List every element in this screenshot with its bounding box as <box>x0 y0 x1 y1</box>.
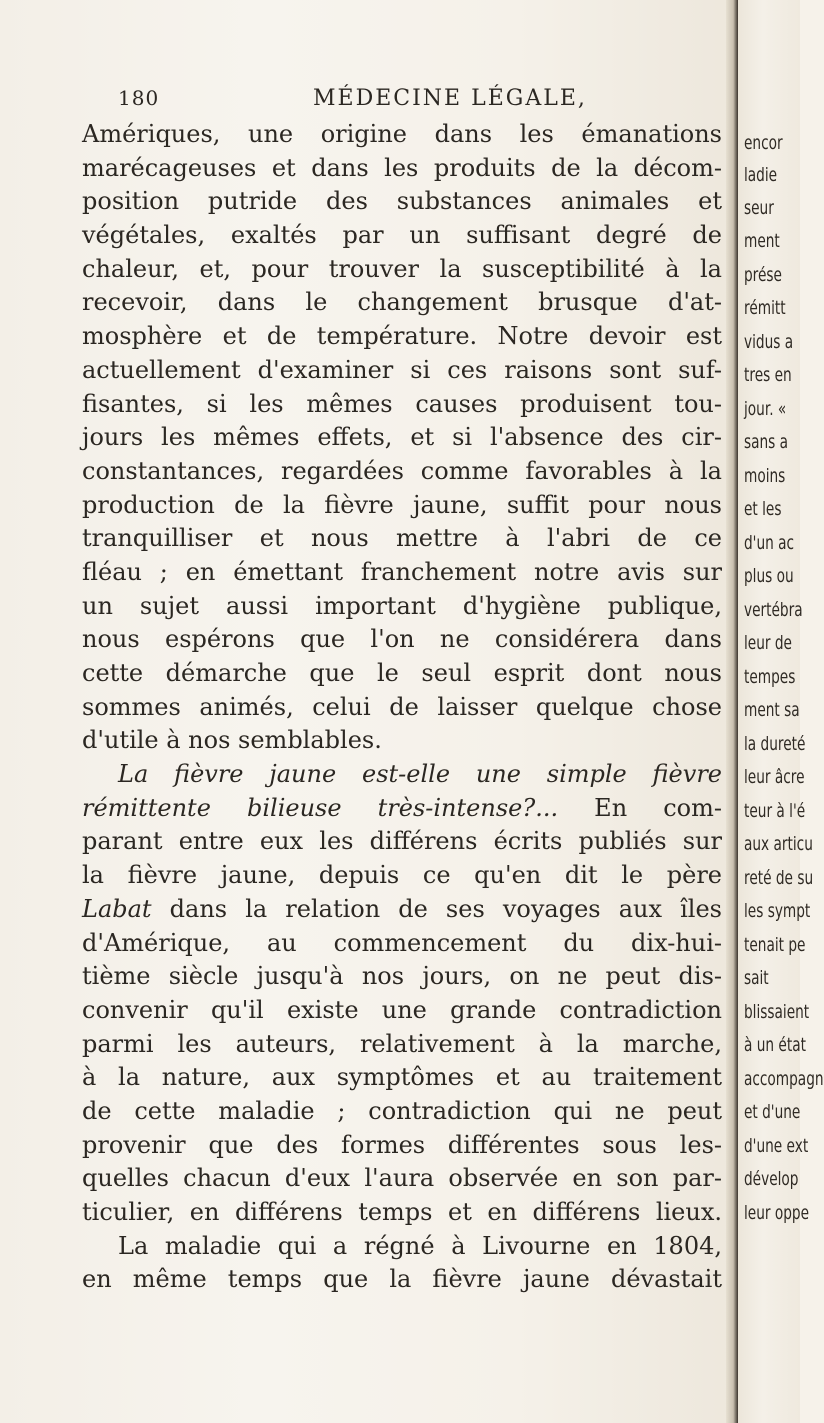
adjacent-page-fragment: jour. « <box>744 398 787 420</box>
adjacent-page-fragment: moins <box>744 465 786 487</box>
text-line: ticulier, en différens temps et en différens lieux. <box>82 1198 722 1226</box>
text-line: la fièvre jaune, depuis ce qu'en dit le père <box>82 861 722 890</box>
adjacent-page-fragment: la dureté <box>744 733 806 755</box>
adjacent-page-fragment: leur âcre <box>744 766 805 788</box>
adjacent-page-fragment: leur oppe <box>744 1202 810 1224</box>
adjacent-page-fragment: prése <box>744 264 782 286</box>
adjacent-page-fragment: reté de su <box>744 867 814 889</box>
book-gutter <box>726 0 738 1423</box>
adjacent-page-fragment: les sympt <box>744 900 811 922</box>
adjacent-page-fragment: ment sa <box>744 699 800 721</box>
text-line: quelles chacun d'eux l'aura observée en son par- <box>82 1164 722 1193</box>
adjacent-page-fragment: et les <box>744 498 782 520</box>
text-line: tranquilliser et nous mettre à l'abri de ce <box>82 524 722 553</box>
text-line: jours les mêmes effets, et si l'absence des cir- <box>82 423 722 452</box>
adjacent-page-fragment: vidus a <box>744 331 794 353</box>
adjacent-page-fragment: seur <box>744 197 774 219</box>
adjacent-page-fragment: d'une ext <box>744 1135 809 1157</box>
adjacent-page-fragment: sait <box>744 967 769 989</box>
section-heading-line: La fièvre jaune est-elle une simple fièvre <box>118 760 722 789</box>
text-line: végétales, exaltés par un suffisant degré de <box>82 221 722 250</box>
adjacent-page-fragment: vertébra <box>744 599 803 621</box>
text-line: d'utile à nos semblables. <box>82 726 382 755</box>
text-line: convenir qu'il existe une grande contradiction <box>82 995 722 1024</box>
adjacent-page-fragment: teur à l'é <box>744 800 806 822</box>
text-line: nous espérons que l'on ne considérera dans <box>82 625 722 654</box>
text-line: fléau ; en émettant franchement notre avis sur <box>82 557 722 586</box>
adjacent-page-fragment: à un état <box>744 1034 806 1056</box>
page-number: 180 <box>118 86 160 110</box>
text-line: position putride des substances animales et <box>82 187 722 216</box>
text-line: chaleur, et, pour trouver la susceptibilité à la <box>82 254 722 283</box>
adjacent-page-fragment: dévelop <box>744 1168 799 1190</box>
text-line: parant entre eux les différens écrits publiés sur <box>82 827 722 856</box>
text-line: un sujet aussi important d'hygiène publique, <box>82 591 722 620</box>
text-line: La maladie qui a régné à Livourne en 1804, <box>118 1231 722 1260</box>
text-line: actuellement d'examiner si ces raisons sont suf- <box>82 355 722 384</box>
text-line: Amériques, une origine dans les émanations <box>82 120 722 148</box>
text-line: production de la fièvre jaune, suffit pour nous <box>82 490 722 519</box>
text-line: à la nature, aux symptômes et au traitement <box>82 1063 722 1092</box>
text-line: marécageuses et dans les produits de la décom- <box>82 153 722 182</box>
text-line: constantances, regardées comme favorables à la <box>82 456 722 485</box>
text-line: tième siècle jusqu'à nos jours, on ne peut dis- <box>82 962 722 991</box>
adjacent-page-fragment: blissaient <box>744 1001 810 1023</box>
adjacent-page-fragment: accompagn <box>744 1068 824 1090</box>
body-text <box>82 118 722 1297</box>
text-line: sommes animés, celui de laisser quelque chose <box>82 692 722 721</box>
text-line: provenir que des formes différentes sous les- <box>82 1130 722 1159</box>
page-header <box>118 86 598 116</box>
adjacent-page-fragment: d'un ac <box>744 532 795 554</box>
adjacent-page-fragment: sans a <box>744 431 789 453</box>
text-line: recevoir, dans le changement brusque d'at- <box>82 288 722 317</box>
adjacent-page-fragment: et d'une <box>744 1101 801 1123</box>
adjacent-page-edge <box>738 0 824 1423</box>
text-line: Labat dans la relation de ses voyages aux îles <box>82 894 722 923</box>
adjacent-page-fragment: encor <box>744 132 783 154</box>
adjacent-page-fragment: tempes <box>744 666 796 688</box>
adjacent-page-fragment: rémitt <box>744 297 786 319</box>
section-heading-line: rémittente bilieuse très-intense?... En com- <box>82 793 722 822</box>
adjacent-page-fragment: tenait pe <box>744 934 806 956</box>
adjacent-page-fragment: plus ou <box>744 565 794 587</box>
text-line: parmi les auteurs, relativement à la marche, <box>82 1029 722 1058</box>
adjacent-page-fragment: ment <box>744 230 780 252</box>
adjacent-page-fragment: ladie <box>744 164 778 186</box>
text-line: de cette maladie ; contradiction qui ne peut <box>82 1096 722 1125</box>
text-line: cette démarche que le seul esprit dont nous <box>82 659 722 687</box>
text-line: d'Amérique, au commencement du dix-hui- <box>82 928 722 957</box>
adjacent-page-fragment: aux articu <box>744 833 813 855</box>
adjacent-page-fragment: tres en <box>744 364 792 386</box>
text-line: fisantes, si les mêmes causes produisent tou- <box>82 389 722 418</box>
text-line: mosphère et de température. Notre devoir est <box>82 322 722 351</box>
text-line: en même temps que la fièvre jaune dévastait <box>82 1265 722 1294</box>
running-title: MÉDECINE LÉGALE, <box>313 86 587 111</box>
adjacent-page-fragment: leur de <box>744 632 792 654</box>
